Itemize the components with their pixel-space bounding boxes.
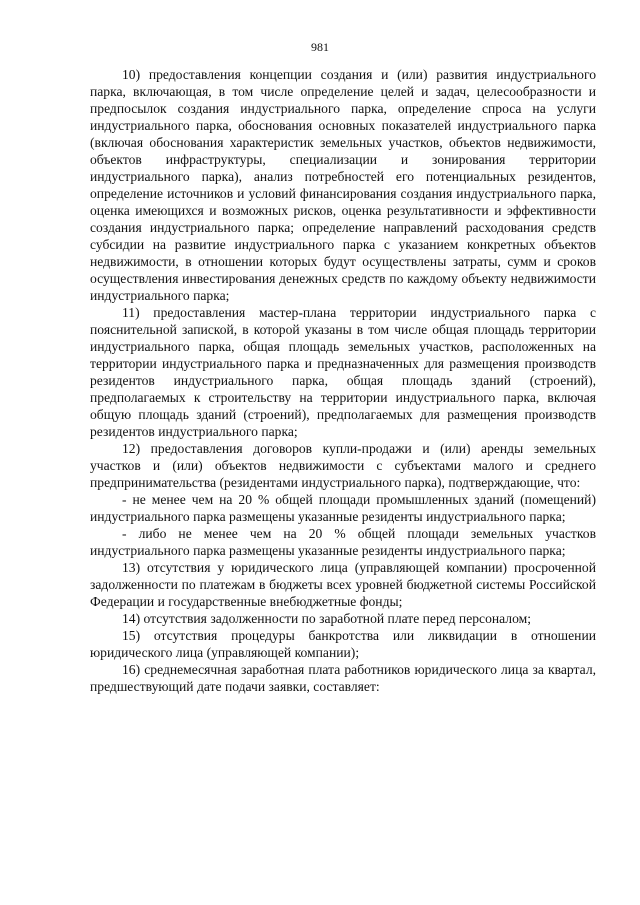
paragraph-item-11: 11) предоставления мастер-плана территории индустриального парка с пояснительной запиской, в которой указаны в том числе общая площадь территории индустриального парка, общая площадь земельных участков, расположенных на территории индустриального парка и предназначенных для размещения производств резидентов индустриального парка, общая площадь зданий (строений), предполагаемых к строительству на территории индустриального парка, включая общую площадь зданий (строений), предполагаемых для размещения производств резидентов индустриального парка;	[90, 305, 596, 439]
paragraph-dash-land: - либо не менее чем на 20 % общей площади земельных участков индустриального парка размещены указанные резиденты индустриального парка;	[90, 526, 596, 558]
paragraph-item-14: 14) отсутствия задолженности по заработной плате перед персоналом;	[122, 611, 531, 626]
page-number: 981	[311, 40, 329, 54]
paragraph-item-16: 16) среднемесячная заработная плата работников юридического лица за квартал, предшествующий дате подачи заявки, составляет:	[90, 662, 596, 694]
paragraph-item-13: 13) отсутствия у юридического лица (управляющей компании) просроченной задолженности по платежам в бюджеты всех уровней бюджетной системы Российской Федерации и государственные внебюджетные фонды;	[90, 560, 596, 609]
paragraph-item-12: 12) предоставления договоров купли-продажи и (или) аренды земельных участков и (или) объектов недвижимости с субъектами малого и среднего предпринимательства (резидентами индустриального парка), подтверждающие, что:	[90, 441, 596, 490]
paragraph-dash-buildings: - не менее чем на 20 % общей площади промышленных зданий (помещений) индустриального парка размещены указанные резиденты индустриального парка;	[90, 492, 596, 524]
paragraph-item-10: 10) предоставления концепции создания и (или) развития индустриального парка, включающая, в том числе определение целей и задач, целесообразности и предпосылок создания индустриального парка, определение спроса на услуги индустриального парка, обоснования основных показателей индустриального парка (включая обоснования характеристик земельных участков, объектов недвижимости, объектов инфраструктуры, специализации и зонирования территории индустриального парка), анализ потребностей его потенциальных резидентов, определение источников и условий финансирования создания индустриального парка, оценка имеющихся и возможных рисков, оценка результативности и эффективности создания индустриального парка; определение направлений расходования средств субсидии на развитие индустриального парка с указанием конкретных объектов недвижимости, в отношении которых будут осуществлены затраты, сумм и сроков осуществления инвестирования денежных средств по каждому объекту недвижимости индустриального парка;	[90, 67, 596, 303]
document-body	[90, 66, 596, 695]
paragraph-item-15: 15) отсутствия процедуры банкротства или ликвидации в отношении юридического лица (управляющей компании);	[90, 628, 596, 660]
